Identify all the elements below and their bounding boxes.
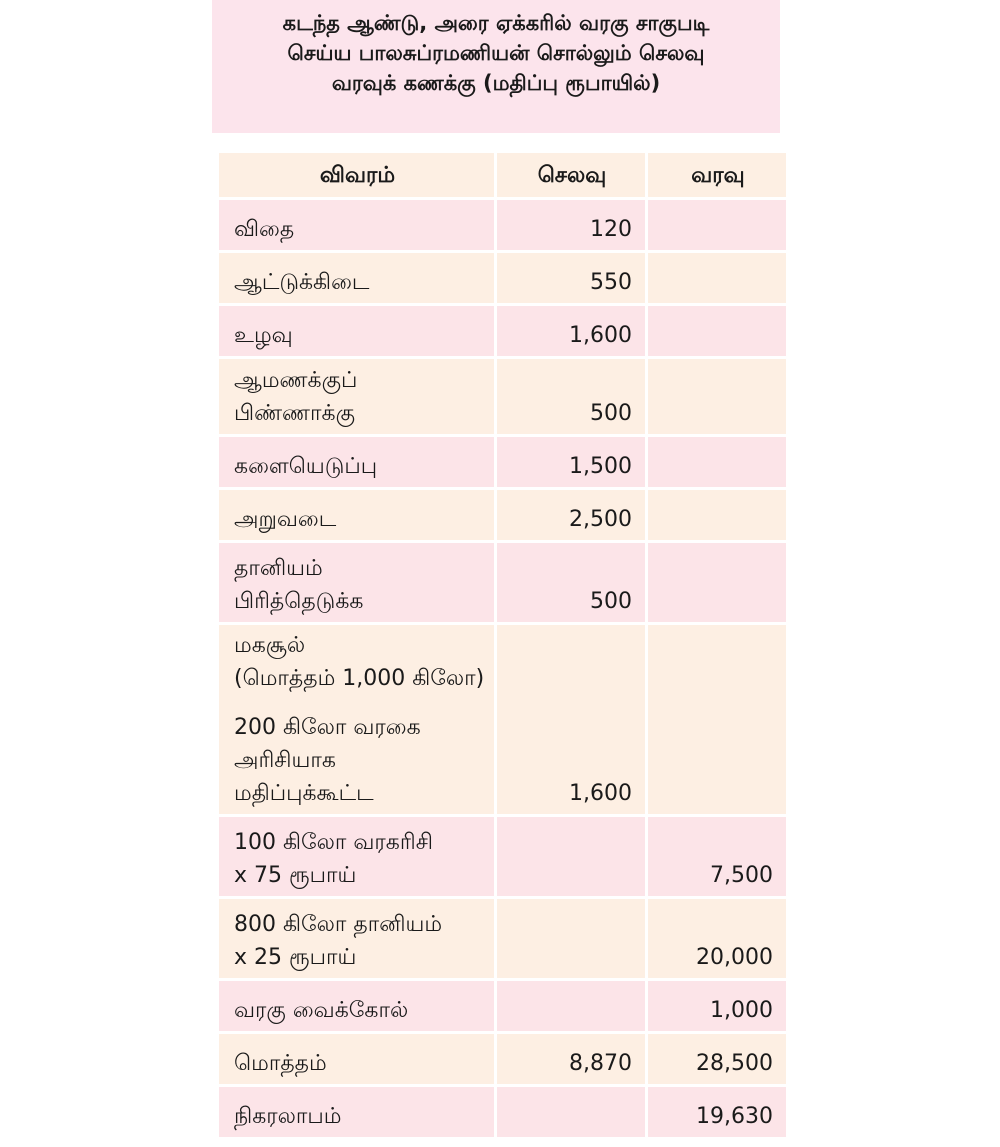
table-row [219, 817, 786, 896]
row-expense: 120 [497, 200, 645, 250]
row-expense [497, 899, 645, 978]
table-row [219, 899, 786, 978]
table-row [219, 437, 786, 487]
description-line: மொத்தம் [234, 1051, 327, 1076]
row-description [219, 490, 494, 540]
row-description [219, 359, 494, 434]
table-row [219, 306, 786, 356]
table-row [219, 625, 786, 814]
row-expense [497, 817, 645, 896]
row-income [648, 253, 786, 303]
header-description: விவரம் [219, 153, 494, 197]
title-line-2: செய்ய பாலசுப்ரமணியன் சொல்லும் செலவு [287, 41, 705, 65]
table-row [219, 200, 786, 250]
expense-income-table [216, 150, 789, 1140]
description-line: நிகரலாபம் [234, 1104, 342, 1129]
table-row [219, 543, 786, 622]
header-expense: செலவு [497, 153, 645, 197]
row-description [219, 306, 494, 356]
row-expense: 500 [497, 543, 645, 622]
description-line: 200 கிலோ வரகை [234, 715, 421, 740]
row-description [219, 437, 494, 487]
row-income: 20,000 [648, 899, 786, 978]
row-income: 7,500 [648, 817, 786, 896]
row-income [648, 200, 786, 250]
total-income: 28,500 [648, 1034, 786, 1084]
row-expense: 1,600 [497, 306, 645, 356]
row-expense: 2,500 [497, 490, 645, 540]
description-line: 100 கிலோ வரகரிசி [234, 830, 433, 855]
description-line: x 75 ரூபாய் [234, 863, 357, 888]
row-expense [497, 981, 645, 1031]
table-row [219, 490, 786, 540]
row-income [648, 490, 786, 540]
row-income [648, 359, 786, 434]
description-line: x 25 ரூபாய் [234, 945, 357, 970]
table-row [219, 253, 786, 303]
line-gap [234, 695, 481, 711]
header-income: வரவு [648, 153, 786, 197]
description-line: களையெடுப்பு [234, 454, 378, 479]
row-description [219, 1087, 494, 1137]
row-description [219, 981, 494, 1031]
total-expense: 8,870 [497, 1034, 645, 1084]
row-description [219, 899, 494, 978]
row-description [219, 253, 494, 303]
description-line: மதிப்புக்கூட்ட [234, 781, 374, 806]
header-row [219, 153, 786, 197]
table-title [212, 0, 780, 133]
description-line: ஆட்டுக்கிடை [234, 270, 370, 295]
row-description [219, 1034, 494, 1084]
row-description [219, 625, 494, 814]
row-income [648, 306, 786, 356]
row-description [219, 200, 494, 250]
row-expense: 500 [497, 359, 645, 434]
description-line: வரகு வைக்கோல் [234, 998, 409, 1023]
row-expense: 1,500 [497, 437, 645, 487]
description-line: ஆமணக்குப் [234, 368, 358, 393]
row-income [648, 625, 786, 814]
net-profit-row [219, 1087, 786, 1137]
row-expense: 550 [497, 253, 645, 303]
description-line: அரிசியாக [234, 748, 336, 773]
row-description [219, 543, 494, 622]
description-line: பிண்ணாக்கு [234, 401, 356, 426]
description-line: உழவு [234, 323, 293, 348]
row-expense: 1,600 [497, 625, 645, 814]
description-line: தானியம் [234, 556, 323, 581]
row-income [648, 437, 786, 487]
description-line: அறுவடை [234, 507, 337, 532]
description-line: மகசூல் [234, 633, 306, 658]
description-line: 800 கிலோ தானியம் [234, 912, 443, 937]
description-line: (மொத்தம் 1,000 கிலோ) [234, 666, 485, 691]
row-expense [497, 1087, 645, 1137]
table-row [219, 359, 786, 434]
table-row [219, 981, 786, 1031]
title-line-3: வரவுக் கணக்கு (மதிப்பு ரூபாயில்) [331, 71, 661, 95]
description-line: பிரித்தெடுக்க [234, 589, 364, 614]
total-row [219, 1034, 786, 1084]
row-description [219, 817, 494, 896]
row-income [648, 543, 786, 622]
row-income: 1,000 [648, 981, 786, 1031]
description-line: விதை [234, 217, 295, 242]
net-profit-value: 19,630 [648, 1087, 786, 1137]
title-line-1: கடந்த ஆண்டு, அரை ஏக்கரில் வரகு சாகுபடி [282, 11, 710, 35]
